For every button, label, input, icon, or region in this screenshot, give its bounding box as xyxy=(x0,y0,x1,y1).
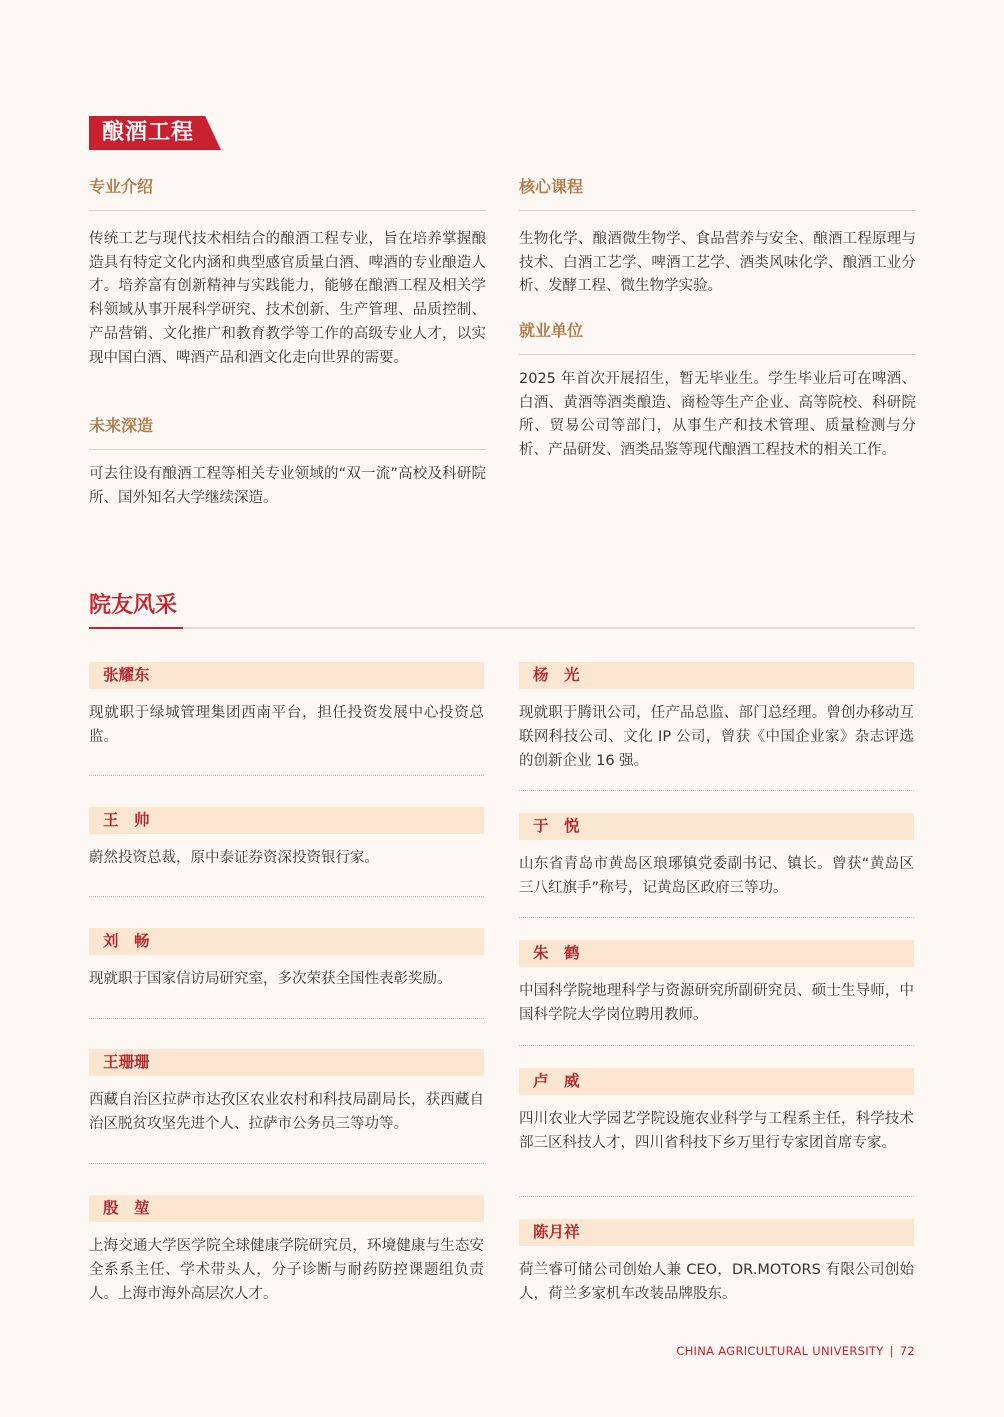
alumni-name-bar xyxy=(89,1195,484,1222)
alumni-name: 王 帅 xyxy=(103,811,150,829)
employment-block xyxy=(519,320,916,463)
alumni-name-bar xyxy=(519,1068,914,1095)
page-number: 72 xyxy=(899,1344,915,1358)
alumni-name-bar xyxy=(89,662,484,689)
alumni-name: 于 悦 xyxy=(533,817,580,835)
alumni-card xyxy=(519,1068,914,1155)
alumni-name: 殷 堃 xyxy=(103,1199,150,1217)
courses-block xyxy=(519,176,916,299)
alumni-name-bar xyxy=(519,940,914,967)
alumni-separator xyxy=(89,775,484,776)
alumni-name: 杨 光 xyxy=(533,666,580,684)
alumni-separator xyxy=(519,790,914,791)
alumni-separator xyxy=(89,1163,484,1164)
alumni-separator xyxy=(519,917,914,918)
section-title: 酿酒工程 xyxy=(102,120,195,145)
alumni-card xyxy=(89,1049,484,1136)
alumni-separator xyxy=(89,1018,484,1019)
alumni-name: 朱 鹤 xyxy=(533,944,580,962)
alumni-bio: 上海交通大学医学院全球健康学院研究员，环境健康与生态安全系系主任、学术带头人，分子诊断与耐药防控课题组负责人。上海市海外高层次人才。 xyxy=(89,1238,484,1303)
further-heading: 未来深造 xyxy=(89,415,486,450)
alumni-bio: 蔚然投资总裁，原中泰证券资深投资银行家。 xyxy=(89,850,379,866)
alumni-title: 院友风采 xyxy=(89,593,178,618)
courses-text: 生物化学、酿酒微生物学、食品营养与安全、酿酒工程原理与技术、白酒工艺学、啤酒工艺学、酒类风味化学、酿酒工业分析、发酵工程、微生物学实验。 xyxy=(519,231,916,295)
alumni-card xyxy=(89,662,484,749)
employment-heading: 就业单位 xyxy=(519,320,916,355)
alumni-bio: 荷兰睿可储公司创始人兼 CEO，DR.MOTORS 有限公司创始人，荷兰多家机车改装品牌股东。 xyxy=(519,1262,914,1303)
alumni-divider-accent xyxy=(89,627,183,629)
alumni-name-bar xyxy=(519,662,914,689)
alumni-divider xyxy=(89,627,915,629)
page-footer xyxy=(676,1344,915,1358)
alumni-card xyxy=(519,940,914,1027)
alumni-card xyxy=(89,807,484,870)
alumni-bio: 山东省青岛市黄岛区琅琊镇党委副书记、镇长。曾获“黄岛区三八红旗手”称号，记黄岛区政府三等功。 xyxy=(519,856,914,897)
courses-heading: 核心课程 xyxy=(519,176,916,211)
alumni-name-bar xyxy=(89,807,484,834)
alumni-bio: 现就职于国家信访局研究室，多次荣获全国性表彰奖励。 xyxy=(89,971,452,987)
footer-university: CHINA AGRICULTURAL UNIVERSITY xyxy=(676,1344,884,1358)
alumni-bio: 现就职于腾讯公司，任产品总监、部门总经理。曾创办移动互联网科技公司、文化 IP 公司，曾获《中国企业家》杂志评选的创新企业 16 强。 xyxy=(519,705,914,770)
employment-text: 2025 年首次开展招生，暂无毕业生。学生毕业后可在啤酒、白酒、黄酒等酒类酿造、商检等生产企业、高等院校、科研院所、贸易公司等部门，从事生产和技术管理、质量检测与分析、产品研发、酒类品鉴等现代酿酒工程技术的相关工作。 xyxy=(519,371,916,459)
alumni-card xyxy=(519,1219,914,1306)
alumni-bio: 四川农业大学园艺学院设施农业科学与工程系主任，科学技术部三区科技人才，四川省科技下乡万里行专家团首席专家。 xyxy=(519,1111,914,1152)
alumni-separator xyxy=(519,1045,914,1046)
alumni-bio: 中国科学院地理科学与资源研究所副研究员、硕士生导师，中国科学院大学岗位聘用教师。 xyxy=(519,983,914,1024)
alumni-card xyxy=(89,1195,484,1307)
alumni-name: 陈月祥 xyxy=(533,1223,580,1241)
further-text: 可去往设有酿酒工程等相关专业领域的“双一流”高校及科研院所、国外知名大学继续深造。 xyxy=(89,466,486,506)
alumni-bio: 现就职于绿城管理集团西南平台，担任投资发展中心投资总监。 xyxy=(89,705,484,746)
alumni-separator xyxy=(519,1196,914,1197)
intro-text: 传统工艺与现代技术相结合的酿酒工程专业，旨在培养掌握酿造具有特定文化内涵和典型感官质量白酒、啤酒的专业酿造人才。培养富有创新精神与实践能力，能够在酿酒工程及相关学科领域从事开展科学研究、技术创新、生产管理、品质控制、产品营销、文化推广和教育教学等工作的高级专业人才，以实现中国白酒、啤酒产品和酒文化走向世界的需要。 xyxy=(89,231,486,366)
alumni-name-bar xyxy=(519,1219,914,1246)
alumni-card xyxy=(519,662,914,774)
alumni-bio: 西藏自治区拉萨市达孜区农业农村和科技局副局长，获西藏自治区脱贫攻坚先进个人、拉萨市公务员三等功等。 xyxy=(89,1092,484,1133)
alumni-separator xyxy=(89,896,484,897)
intro-heading: 专业介绍 xyxy=(89,176,486,211)
intro-block xyxy=(89,176,486,370)
alumni-name: 王珊珊 xyxy=(103,1053,150,1071)
alumni-name-bar xyxy=(89,1049,484,1076)
alumni-name: 张耀东 xyxy=(103,666,150,684)
alumni-card xyxy=(89,928,484,991)
footer-separator: | xyxy=(889,1344,894,1358)
alumni-name: 卢 威 xyxy=(533,1072,580,1090)
alumni-name-bar xyxy=(519,813,914,840)
alumni-card xyxy=(519,813,914,900)
further-block xyxy=(89,415,486,510)
alumni-name: 刘 畅 xyxy=(103,932,150,950)
alumni-name-bar xyxy=(89,928,484,955)
